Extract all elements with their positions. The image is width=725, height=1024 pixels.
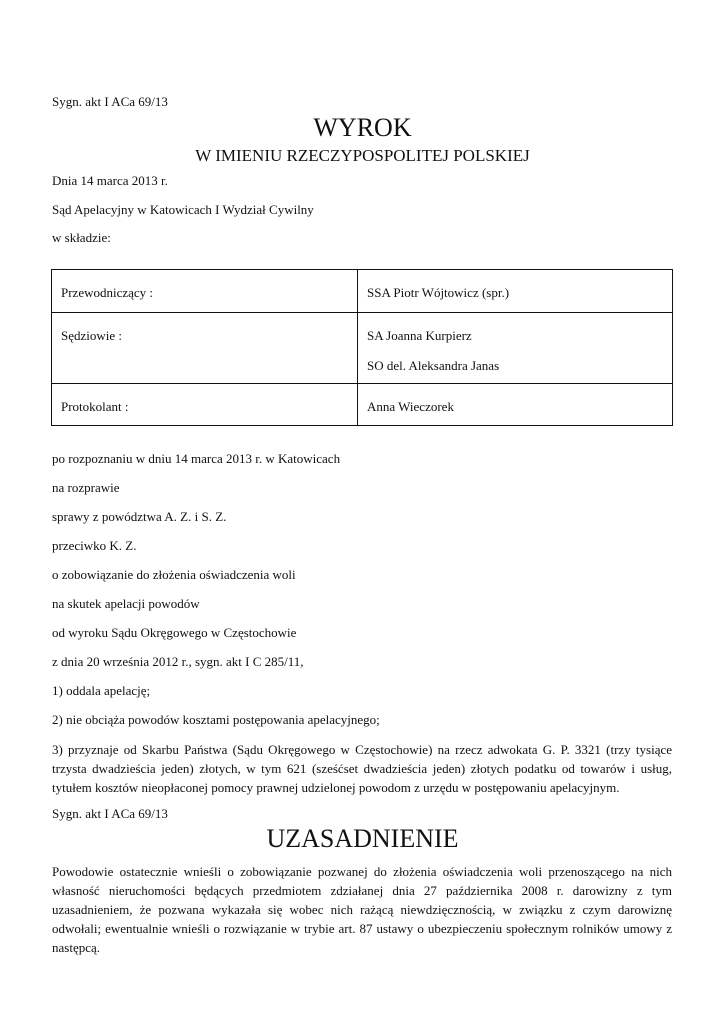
presiding-label-cell bbox=[52, 270, 358, 313]
clerk-label-cell bbox=[52, 384, 358, 426]
judges-label: Sędziowie : bbox=[61, 328, 123, 343]
justification-paragraph: Powodowie ostatecznie wnieśli o zobowiązanie pozwanej do złożenia oświadczenia woli przenoszącego na nich własność nieruchomości będących przedmiotem zdziałanej dnia 27 października 2008 r. darowizny z tym uzasadnieniem, że pozwana wykazała się wobec nich rażącą niewdzięcznością, w związku z czym darowiznę odwołali; ewentualnie wnieśli o rozwiązanie w trybie art. 87 ustawy o ubezpieczeniu społecznym rolników umowy z następcą. bbox=[52, 864, 672, 955]
court-name: Sąd Apelacyjny w Katowicach I Wydział Cywilny bbox=[52, 202, 314, 217]
judgment-subtitle: W IMIENIU RZECZYPOSPOLITEJ POLSKIEJ bbox=[195, 146, 530, 165]
ruling-item-3: 3) przyznaje od Skarbu Państwa (Sądu Okręgowego w Częstochowie) na rzecz adwokata G. P. 3321 (trzy tysiące trzysta dwadzieścia jeden) złotych, w tym 621 (sześćset dwadzieścia jeden) złotych podatku od towarów i usług, tytułem kosztów nieopłaconej pomocy prawnej udzielonej powodom z urzędu w postępowaniu apelacyjnym. bbox=[52, 742, 672, 795]
proceedings-line: przeciwko K. Z. bbox=[52, 538, 137, 553]
justification-title: UZASADNIENIE bbox=[266, 824, 459, 853]
presiding-name: SSA Piotr Wójtowicz (spr.) bbox=[367, 285, 510, 300]
presiding-label: Przewodniczący : bbox=[61, 285, 154, 300]
judgment-date: Dnia 14 marca 2013 r. bbox=[52, 173, 168, 188]
proceedings-line: z dnia 20 września 2012 r., sygn. akt I C 285/11, bbox=[52, 654, 304, 669]
clerk-name-cell bbox=[358, 384, 673, 426]
clerk-label: Protokolant : bbox=[61, 399, 129, 414]
composition-label: w składzie: bbox=[52, 230, 111, 245]
ruling-item-1: 1) oddala apelację; bbox=[52, 683, 151, 698]
judge-name-2: SO del. Aleksandra Janas bbox=[367, 358, 500, 373]
proceedings-line: od wyroku Sądu Okręgowego w Częstochowie bbox=[52, 625, 297, 640]
proceedings-line: na rozprawie bbox=[52, 480, 120, 495]
judgment-title: WYROK bbox=[313, 113, 412, 142]
table-row bbox=[52, 270, 673, 313]
judge-name-1: SA Joanna Kurpierz bbox=[367, 328, 472, 343]
judges-names-cell bbox=[358, 313, 673, 384]
ruling-item-2: 2) nie obciąża powodów kosztami postępowania apelacyjnego; bbox=[52, 712, 380, 727]
judges-label-cell bbox=[52, 313, 358, 384]
court-panel-table bbox=[51, 269, 673, 426]
proceedings-line: sprawy z powództwa A. Z. i S. Z. bbox=[52, 509, 227, 524]
table-row bbox=[52, 313, 673, 384]
proceedings-line: po rozpoznaniu w dniu 14 marca 2013 r. w Katowicach bbox=[52, 451, 341, 466]
table-row bbox=[52, 384, 673, 426]
clerk-name: Anna Wieczorek bbox=[367, 399, 454, 414]
proceedings-line: na skutek apelacji powodów bbox=[52, 596, 200, 611]
presiding-name-cell bbox=[358, 270, 673, 313]
proceedings-line: o zobowiązanie do złożenia oświadczenia woli bbox=[52, 567, 296, 582]
case-reference: Sygn. akt I ACa 69/13 bbox=[52, 94, 168, 109]
justification-case-reference: Sygn. akt I ACa 69/13 bbox=[52, 806, 168, 821]
